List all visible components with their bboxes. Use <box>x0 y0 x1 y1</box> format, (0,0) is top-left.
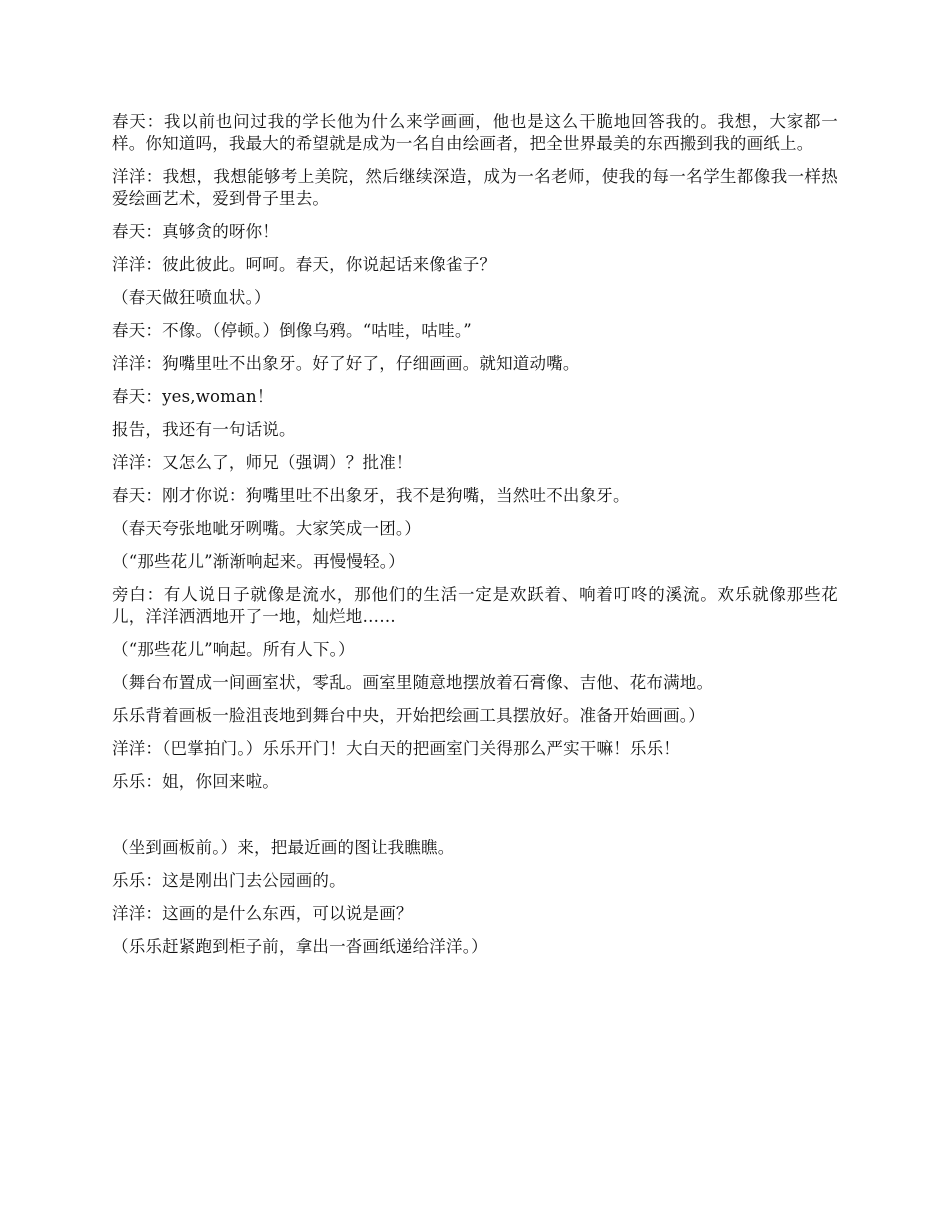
paragraph: 春天：不像。（停顿。）倒像乌鸦。“咕哇，咕哇。” <box>112 321 472 340</box>
paragraph: 洋洋：这画的是什么东西，可以说是画？ <box>112 904 413 923</box>
paragraph: （春天夸张地呲牙咧嘴。大家笑成一团。） <box>112 519 422 538</box>
paragraph: （坐到画板前。）来，把最近画的图让我瞧瞧。 <box>112 838 455 857</box>
paragraph: 报告，我还有一句话说。 <box>112 420 296 439</box>
paragraph: 洋洋：（巴掌拍门。）乐乐开门！大白天的把画室门关得那么严实干嘛！乐乐！ <box>112 739 680 758</box>
paragraph: （“那些花儿”响起。所有人下。） <box>112 640 355 659</box>
paragraph: 旁白：有人说日子就像是流水，那他们的生活一定是欢跃着、响着叮咚的溪流。欢乐就像那些花儿，洋洋洒洒地开了一地，灿烂地…… <box>112 585 838 626</box>
paragraph: 春天：真够贪的呀你！ <box>112 222 279 241</box>
blank-space <box>112 804 838 837</box>
paragraph: 洋洋：又怎么了，师兄（强调）？批准！ <box>112 453 413 472</box>
paragraph: 洋洋：彼此彼此。呵呵。春天，你说起话来像雀子？ <box>112 255 497 274</box>
paragraph: （乐乐赶紧跑到柜子前，拿出一沓画纸递给洋洋。） <box>112 937 488 956</box>
paragraph: 洋洋：我想，我想能够考上美院，然后继续深造，成为一名老师，使我的每一名学生都像我一样热爱绘画艺术，爱到骨子里去。 <box>112 167 838 208</box>
paragraph: 乐乐：这是刚出门去公园画的。 <box>112 871 346 890</box>
paragraph: 春天：我以前也问过我的学长他为什么来学画画，他也是这么干脆地回答我的。我想，大家都一样。你知道吗，我最大的希望就是成为一名自由绘画者，把全世界最美的东西搬到我的画纸上。 <box>112 112 838 153</box>
paragraph: 春天：yes,woman！ <box>112 387 274 406</box>
paragraph: （“那些花儿”渐渐响起来。再慢慢轻。） <box>112 552 405 571</box>
paragraph: 乐乐背着画板一脸沮丧地到舞台中央，开始把绘画工具摆放好。准备开始画画。） <box>112 706 705 725</box>
paragraph: 春天：刚才你说：狗嘴里吐不出象牙，我不是狗嘴，当然吐不出象牙。 <box>112 486 630 505</box>
paragraph: （舞台布置成一间画室状，零乱。画室里随意地摆放着石膏像、吉他、花布满地。 <box>112 673 714 692</box>
paragraph: 乐乐：姐，你回来啦。 <box>112 772 279 791</box>
paragraph: 洋洋：狗嘴里吐不出象牙。好了好了，仔细画画。就知道动嘴。 <box>112 354 580 373</box>
paragraph: （春天做狂喷血状。） <box>112 288 271 307</box>
